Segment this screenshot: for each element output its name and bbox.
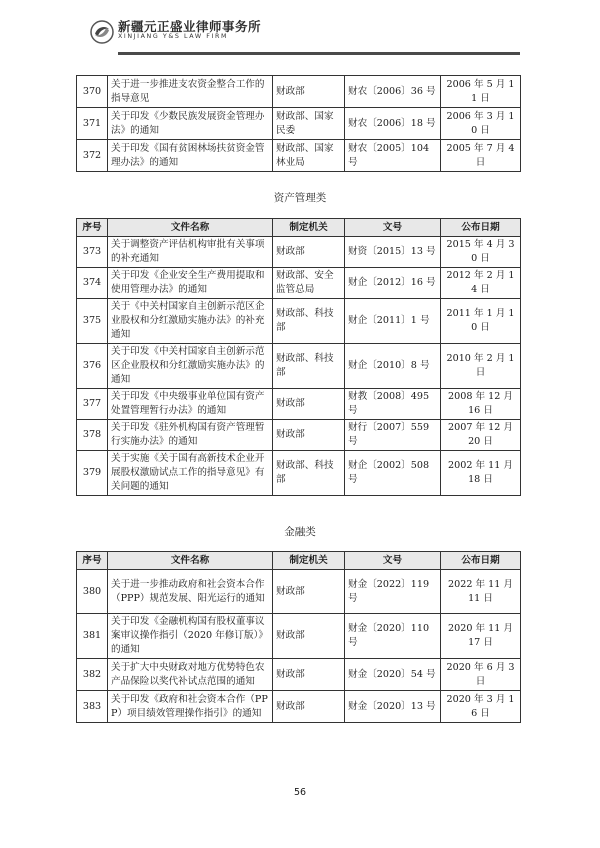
cell-name: 关于印发《金融机构国有股权董事议案审议操作指引（2020 年修订版）》的通知 xyxy=(108,614,273,659)
cell-doc-number: 财农〔2006〕36 号 xyxy=(345,76,441,108)
cell-date: 2006 年 5 月 11 日 xyxy=(441,76,521,108)
cell-name: 关于印发《中央级事业单位国有资产处置管理暂行办法》的通知 xyxy=(108,389,273,420)
cell-no: 374 xyxy=(77,268,108,299)
col-header-no: 序号 xyxy=(77,552,108,570)
col-header-date: 公布日期 xyxy=(441,219,521,237)
cell-name: 关于印发《驻外机构国有资产管理暂行实施办法》的通知 xyxy=(108,420,273,451)
table-row xyxy=(77,108,521,140)
cell-name: 关于进一步推动政府和社会资本合作（PPP）规范发展、阳光运行的通知 xyxy=(108,570,273,614)
section-title-asset: 资产管理类 xyxy=(273,192,327,204)
col-header-doc: 文号 xyxy=(345,219,441,237)
cell-date: 2010 年 2 月 1 日 xyxy=(441,344,521,389)
cell-name: 关于《中关村国家自主创新示范区企业股权和分红激励实施办法》的补充通知 xyxy=(108,299,273,344)
cell-date: 2020 年 3 月 16 日 xyxy=(441,691,521,723)
cell-no: 379 xyxy=(77,451,108,496)
table-header-row xyxy=(77,219,521,237)
col-header-date: 公布日期 xyxy=(441,552,521,570)
cell-agency: 财政部 xyxy=(273,237,345,268)
cell-doc-number: 财企〔2002〕508 号 xyxy=(345,451,441,496)
page-header xyxy=(0,0,600,64)
cell-name: 关于印发《政府和社会资本合作（PPP）项目绩效管理操作指引》的通知 xyxy=(108,691,273,723)
table-row xyxy=(77,76,521,108)
table-row xyxy=(77,614,521,659)
firm-logo-icon xyxy=(90,20,114,44)
cell-date: 2002 年 11 月 18 日 xyxy=(441,451,521,496)
cell-date: 2020 年 6 月 3 日 xyxy=(441,659,521,691)
cell-no: 382 xyxy=(77,659,108,691)
cell-date: 2015 年 4 月 30 日 xyxy=(441,237,521,268)
cell-doc-number: 财金〔2020〕13 号 xyxy=(345,691,441,723)
table-header-row xyxy=(77,552,521,570)
cell-no: 372 xyxy=(77,140,108,172)
continuation-table xyxy=(76,75,521,172)
cell-agency: 财政部 xyxy=(273,570,345,614)
cell-doc-number: 财企〔2012〕16 号 xyxy=(345,268,441,299)
cell-no: 383 xyxy=(77,691,108,723)
cell-agency: 财政部 xyxy=(273,420,345,451)
cell-date: 2006 年 3 月 10 日 xyxy=(441,108,521,140)
col-header-agency: 制定机关 xyxy=(273,219,345,237)
cell-doc-number: 财企〔2011〕1 号 xyxy=(345,299,441,344)
col-header-agency: 制定机关 xyxy=(273,552,345,570)
cell-doc-number: 财行〔2007〕559 号 xyxy=(345,420,441,451)
table-row xyxy=(77,570,521,614)
cell-agency: 财政部 xyxy=(273,76,345,108)
table-row xyxy=(77,268,521,299)
cell-agency: 财政部、科技部 xyxy=(273,299,345,344)
cell-date: 2022 年 11 月 11 日 xyxy=(441,570,521,614)
cell-no: 377 xyxy=(77,389,108,420)
cell-doc-number: 财教〔2008〕495 号 xyxy=(345,389,441,420)
cell-name: 关于印发《国有贫困林场扶贫资金管理办法》的通知 xyxy=(108,140,273,172)
cell-agency: 财政部、国家林业局 xyxy=(273,140,345,172)
table-row xyxy=(77,299,521,344)
cell-no: 381 xyxy=(77,614,108,659)
section-title-finance: 金融类 xyxy=(284,526,316,538)
table-row xyxy=(77,389,521,420)
cell-name: 关于扩大中央财政对地方优势特色农产品保险以奖代补试点范围的通知 xyxy=(108,659,273,691)
cell-no: 380 xyxy=(77,570,108,614)
cell-doc-number: 财金〔2020〕110 号 xyxy=(345,614,441,659)
cell-date: 2005 年 7 月 4 日 xyxy=(441,140,521,172)
col-header-no: 序号 xyxy=(77,219,108,237)
cell-agency: 财政部 xyxy=(273,659,345,691)
cell-name: 关于印发《企业安全生产费用提取和使用管理办法》的通知 xyxy=(108,268,273,299)
cell-date: 2012 年 2 月 14 日 xyxy=(441,268,521,299)
cell-agency: 财政部、科技部 xyxy=(273,451,345,496)
cell-date: 2007 年 12 月 20 日 xyxy=(441,420,521,451)
table-row xyxy=(77,237,521,268)
asset-table xyxy=(76,218,521,496)
table-row xyxy=(77,420,521,451)
cell-no: 378 xyxy=(77,420,108,451)
cell-agency: 财政部、科技部 xyxy=(273,344,345,389)
cell-doc-number: 财金〔2020〕54 号 xyxy=(345,659,441,691)
cell-doc-number: 财农〔2005〕104 号 xyxy=(345,140,441,172)
cell-date: 2011 年 1 月 10 日 xyxy=(441,299,521,344)
firm-name-en: XINJIANG Y&S LAW FIRM xyxy=(118,33,228,40)
cell-name: 关于印发《中关村国家自主创新示范区企业股权和分红激励实施办法》的通知 xyxy=(108,344,273,389)
cell-no: 370 xyxy=(77,76,108,108)
cell-no: 371 xyxy=(77,108,108,140)
cell-agency: 财政部 xyxy=(273,614,345,659)
cell-doc-number: 财农〔2006〕18 号 xyxy=(345,108,441,140)
table-row xyxy=(77,344,521,389)
table-row xyxy=(77,451,521,496)
cell-name: 关于印发《少数民族发展资金管理办法》的通知 xyxy=(108,108,273,140)
cell-name: 关于进一步推进支农资金整合工作的指导意见 xyxy=(108,76,273,108)
cell-no: 375 xyxy=(77,299,108,344)
cell-agency: 财政部、国家民委 xyxy=(273,108,345,140)
cell-agency: 财政部 xyxy=(273,691,345,723)
cell-doc-number: 财金〔2022〕119 号 xyxy=(345,570,441,614)
cell-agency: 财政部、安全监管总局 xyxy=(273,268,345,299)
cell-no: 373 xyxy=(77,237,108,268)
col-header-name: 文件名称 xyxy=(108,552,273,570)
col-header-doc: 文号 xyxy=(345,552,441,570)
firm-name-cn: 新疆元正盛业律师事务所 xyxy=(118,19,262,34)
cell-name: 关于实施《关于国有高新技术企业开展股权激励试点工作的指导意见》有关问题的通知 xyxy=(108,451,273,496)
cell-no: 376 xyxy=(77,344,108,389)
table-row xyxy=(77,140,521,172)
cell-agency: 财政部 xyxy=(273,389,345,420)
table-row xyxy=(77,691,521,723)
header-rule xyxy=(118,52,520,55)
cell-date: 2020 年 11 月 17 日 xyxy=(441,614,521,659)
table-row xyxy=(77,659,521,691)
finance-table xyxy=(76,551,521,723)
cell-doc-number: 财资〔2015〕13 号 xyxy=(345,237,441,268)
page-number: 56 xyxy=(293,787,307,798)
cell-date: 2008 年 12 月 16 日 xyxy=(441,389,521,420)
cell-doc-number: 财企〔2010〕8 号 xyxy=(345,344,441,389)
cell-name: 关于调整资产评估机构审批有关事项的补充通知 xyxy=(108,237,273,268)
col-header-name: 文件名称 xyxy=(108,219,273,237)
